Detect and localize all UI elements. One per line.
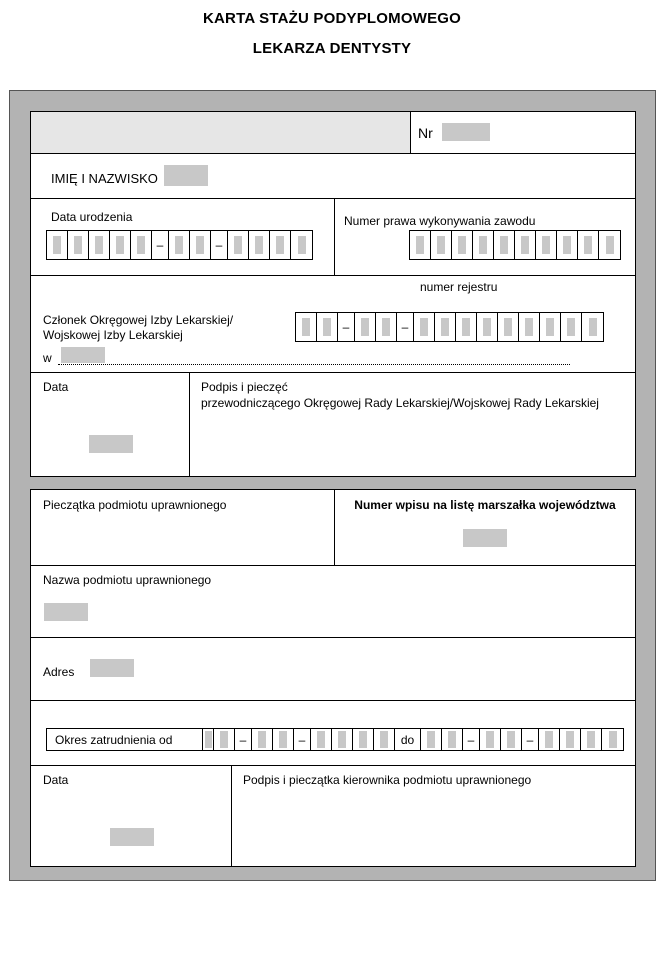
nr-value-redacted: [442, 123, 490, 141]
section-employer: [30, 489, 636, 867]
nr-field-shaded: [31, 112, 410, 153]
to-label: do: [395, 729, 421, 750]
license-number-cells[interactable]: [409, 230, 621, 260]
name-value-redacted: [164, 165, 208, 186]
council-date-redacted: [89, 435, 133, 453]
address-redacted: [90, 659, 134, 677]
member-label-line1: Członek Okręgowej Izby Lekarskiej/: [43, 313, 234, 327]
section-certificate: [30, 111, 636, 477]
name-label: IMIĘ I NAZWISKO: [51, 171, 158, 186]
council-signature-label-line1: Podpis i pieczęć: [201, 380, 288, 394]
address-label: Adres: [43, 665, 75, 679]
employment-period-cells[interactable]: Okres zatrudnienia od – – do – –: [46, 728, 624, 751]
birth-date-label: Data urodzenia: [51, 210, 133, 224]
form-title-line2: LEKARZA DENTYSTY: [252, 40, 412, 57]
chamber-dotted-line: [58, 364, 570, 365]
employer-date-label: Data: [43, 773, 69, 787]
form-title-line1: KARTA STAŻU PODYPLOMOWEGO: [202, 10, 462, 27]
entity-name-label: Nazwa podmiotu uprawnionego: [43, 573, 212, 587]
license-number-label: Numer prawa wykonywania zawodu: [344, 214, 536, 228]
birth-date-cells[interactable]: – –: [46, 230, 313, 260]
w-label: w: [43, 351, 52, 365]
chamber-name-redacted: [61, 347, 105, 363]
council-signature-label-line2: przewodniczącego Okręgowej Rady Lekarskiej/Wojskowej Rady Lekarskiej: [201, 396, 599, 410]
register-number-label: numer rejestru: [420, 280, 498, 294]
employment-period-label: Okres zatrudnienia od: [47, 729, 203, 750]
employer-date-redacted: [110, 828, 154, 846]
council-date-label: Data: [43, 380, 69, 394]
entry-number-redacted: [463, 529, 507, 547]
register-number-cells[interactable]: – –: [295, 312, 604, 342]
entry-number-label: Numer wpisu na listę marszałka województwa: [354, 498, 616, 512]
member-label-line2: Wojskowej Izby Lekarskiej: [43, 328, 183, 342]
entity-stamp-label: Pieczątka podmiotu uprawnionego: [43, 498, 227, 512]
entity-name-redacted: [44, 603, 88, 621]
head-signature-label: Podpis i pieczątka kierownika podmiotu uprawnionego: [243, 773, 532, 787]
nr-label: Nr: [418, 125, 433, 141]
